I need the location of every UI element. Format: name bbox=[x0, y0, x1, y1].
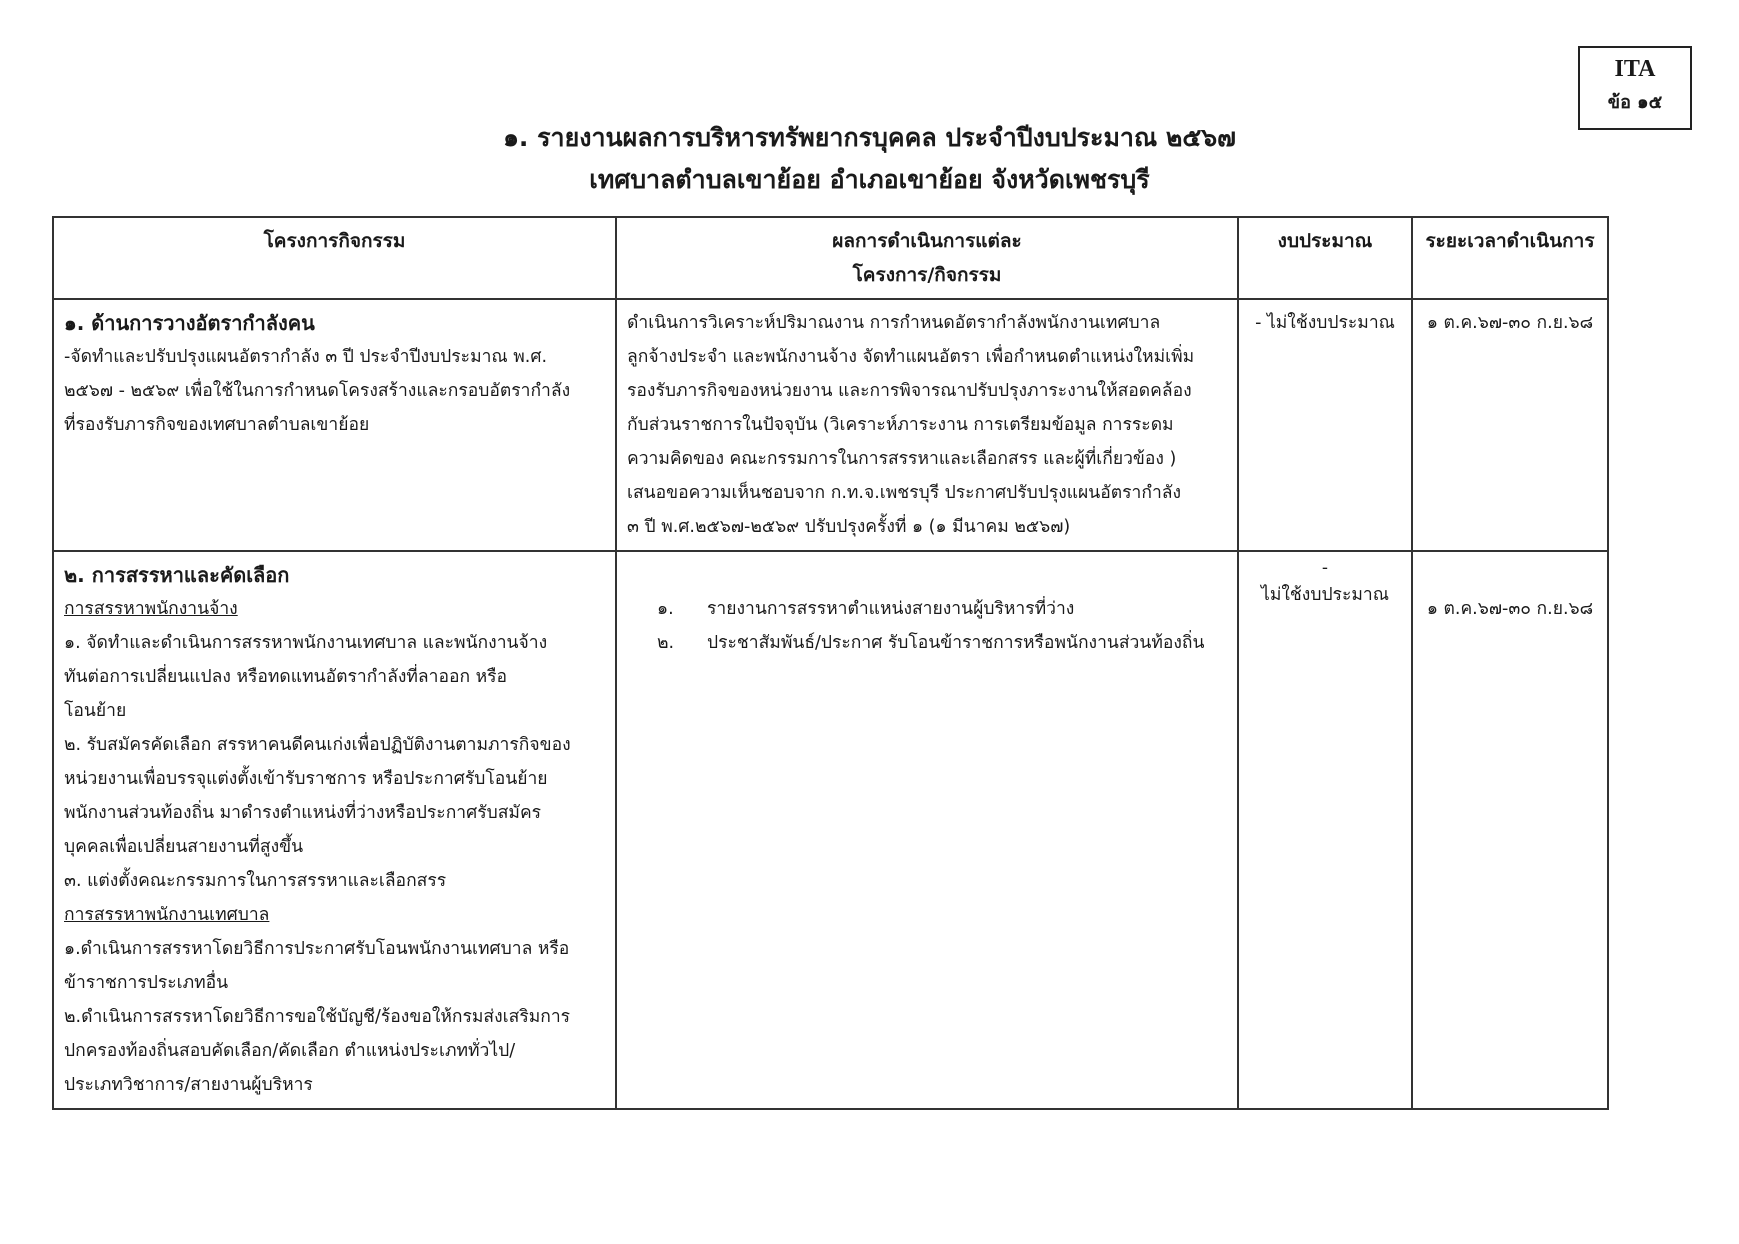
list-item bbox=[657, 626, 1227, 660]
report-table bbox=[52, 216, 1609, 1110]
row2-activity-line: ๑. จัดทำและดำเนินการสรรหาพนักงานเทศบาล และพนักงานจ้าง bbox=[64, 633, 548, 653]
row2-activity-line: ๒.ดำเนินการสรรหาโดยวิธีการขอใช้บัญชี/ร้องขอให้กรมส่งเสริมการ bbox=[64, 1007, 571, 1027]
row2-activity-line: ๒. รับสมัครคัดเลือก สรรหาคนดีคนเก่งเพื่อปฏิบัติงานตามภารกิจของ bbox=[64, 735, 571, 755]
header-period: ระยะเวลาดำเนินการ bbox=[1412, 217, 1608, 299]
list-item-number: ๑. bbox=[657, 599, 674, 619]
row1-activity-line: ๒๕๖๗ - ๒๕๖๙ เพื่อใช้ในการกำหนดโครงสร้างและกรอบอัตรากำลัง bbox=[64, 381, 571, 401]
row1-budget-cell bbox=[1238, 299, 1412, 551]
row2-title: ๒. การสรรหาและคัดเลือก bbox=[64, 563, 290, 587]
ita-badge-item: ข้อ ๑๕ bbox=[1607, 92, 1663, 113]
row2-activity-line: ๓. แต่งตั้งคณะกรรมการในการสรรหาและเลือกสรร bbox=[64, 871, 447, 891]
row2-activity-line: ๑.ดำเนินการสรรหาโดยวิธีการประกาศรับโอนพนักงานเทศบาล หรือ bbox=[64, 939, 570, 959]
row2-budget: ไม่ใช้งบประมาณ bbox=[1261, 585, 1389, 605]
row1-activity-line: -จัดทำและปรับปรุงแผนอัตรากำลัง ๓ ปี ประจำปีงบประมาณ พ.ศ. bbox=[64, 347, 548, 367]
header-result-line1: ผลการดำเนินการแต่ละ bbox=[832, 230, 1022, 252]
row2-subheading-municipal-staff: การสรรหาพนักงานเทศบาล bbox=[64, 905, 270, 925]
report-subtitle: เทศบาลตำบลเขาย้อย อำเภอเขาย้อย จังหวัดเพชรบุรี bbox=[589, 165, 1150, 194]
row2-activity-line: พนักงานส่วนท้องถิ่น มาดำรงตำแหน่งที่ว่างหรือประกาศรับสมัคร bbox=[64, 803, 542, 823]
row1-activity-cell bbox=[53, 299, 616, 551]
row2-result-cell bbox=[616, 551, 1238, 1109]
row1-period-cell bbox=[1412, 299, 1608, 551]
list-item-text: รายงานการสรรหาตำแหน่งสายงานผู้บริหารที่ว่าง bbox=[707, 599, 1075, 619]
row1-result-line: กับส่วนราชการในปัจจุบัน (วิเคราะห์ภาระงาน การเตรียมข้อมูล การระดม bbox=[627, 415, 1174, 435]
list-item-number: ๒. bbox=[657, 633, 675, 653]
row2-budget-dash: - bbox=[1321, 558, 1329, 578]
row2-activity-line: โอนย้าย bbox=[64, 701, 127, 721]
row1-result-line: ดำเนินการวิเคราะห์ปริมาณงาน การกำหนดอัตรากำลังพนักงานเทศบาล bbox=[627, 313, 1161, 333]
row2-activity-line: ข้าราชการประเภทอื่น bbox=[64, 973, 229, 993]
row1-result-cell bbox=[616, 299, 1238, 551]
row1-title: ๑. ด้านการวางอัตรากำลังคน bbox=[64, 311, 315, 335]
row1-result-line: รองรับภารกิจของหน่วยงาน และการพิจารณาปรับปรุงภาระงานให้สอดคล้อง bbox=[627, 381, 1192, 401]
row2-activity-line: หน่วยงานเพื่อบรรจุแต่งตั้งเข้ารับราชการ หรือประกาศรับโอนย้าย bbox=[64, 769, 548, 789]
row1-budget: - ไม่ใช้งบประมาณ bbox=[1255, 313, 1395, 333]
report-title: ๑. รายงานผลการบริหารทรัพยากรบุคคล ประจำปีงบประมาณ ๒๕๖๗ bbox=[503, 123, 1236, 152]
row1-activity-line: ที่รองรับภารกิจของเทศบาลตำบลเขาย้อย bbox=[64, 415, 370, 435]
table-header-row bbox=[53, 217, 1608, 299]
row2-activity-line: ประเภทวิชาการ/สายงานผู้บริหาร bbox=[64, 1075, 313, 1095]
row1-period: ๑ ต.ค.๖๗-๓๐ ก.ย.๖๘ bbox=[1426, 313, 1594, 333]
list-item-text: ประชาสัมพันธ์/ประกาศ รับโอนข้าราชการหรือพนักงานส่วนท้องถิ่น bbox=[707, 633, 1205, 653]
row2-activity-line: ปกครองท้องถิ่นสอบคัดเลือก/คัดเลือก ตำแหน่งประเภททั่วไป/ bbox=[64, 1041, 516, 1061]
list-item bbox=[657, 592, 1227, 626]
header-result bbox=[616, 217, 1238, 299]
row2-subheading-contract-staff: การสรรหาพนักงานจ้าง bbox=[64, 599, 238, 619]
row1-result-line: ๓ ปี พ.ศ.๒๕๖๗-๒๕๖๙ ปรับปรุงครั้งที่ ๑ (๑ มีนาคม ๒๕๖๗) bbox=[627, 517, 1071, 537]
row2-period-cell bbox=[1412, 551, 1608, 1109]
row2-result-list bbox=[627, 592, 1227, 660]
table-row bbox=[53, 551, 1608, 1109]
ita-badge-title: ITA bbox=[1614, 56, 1656, 82]
row2-activity-cell bbox=[53, 551, 616, 1109]
row2-activity-line: บุคคลเพื่อเปลี่ยนสายงานที่สูงขึ้น bbox=[64, 837, 304, 857]
row2-budget-cell bbox=[1238, 551, 1412, 1109]
header-activity: โครงการกิจกรรม bbox=[53, 217, 616, 299]
table-row bbox=[53, 299, 1608, 551]
row1-result-line: เสนอขอความเห็นชอบจาก ก.ท.จ.เพชรบุรี ประกาศปรับปรุงแผนอัตรากำลัง bbox=[627, 483, 1182, 503]
row1-result-line: ลูกจ้างประจำ และพนักงานจ้าง จัดทำแผนอัตรา เพื่อกำหนดตำแหน่งใหม่เพิ่ม bbox=[627, 347, 1195, 367]
row1-result-line: ความคิดของ คณะกรรมการในการสรรหาและเลือกสรร และผู้ที่เกี่ยวข้อง ) bbox=[627, 449, 1177, 469]
row2-activity-line: ทันต่อการเปลี่ยนแปลง หรือทดแทนอัตรากำลังที่ลาออก หรือ bbox=[64, 667, 508, 687]
header-budget: งบประมาณ bbox=[1238, 217, 1412, 299]
row2-period: ๑ ต.ค.๖๗-๓๐ ก.ย.๖๘ bbox=[1426, 599, 1594, 619]
header-result-line2: โครงการ/กิจกรรม bbox=[852, 264, 1002, 286]
